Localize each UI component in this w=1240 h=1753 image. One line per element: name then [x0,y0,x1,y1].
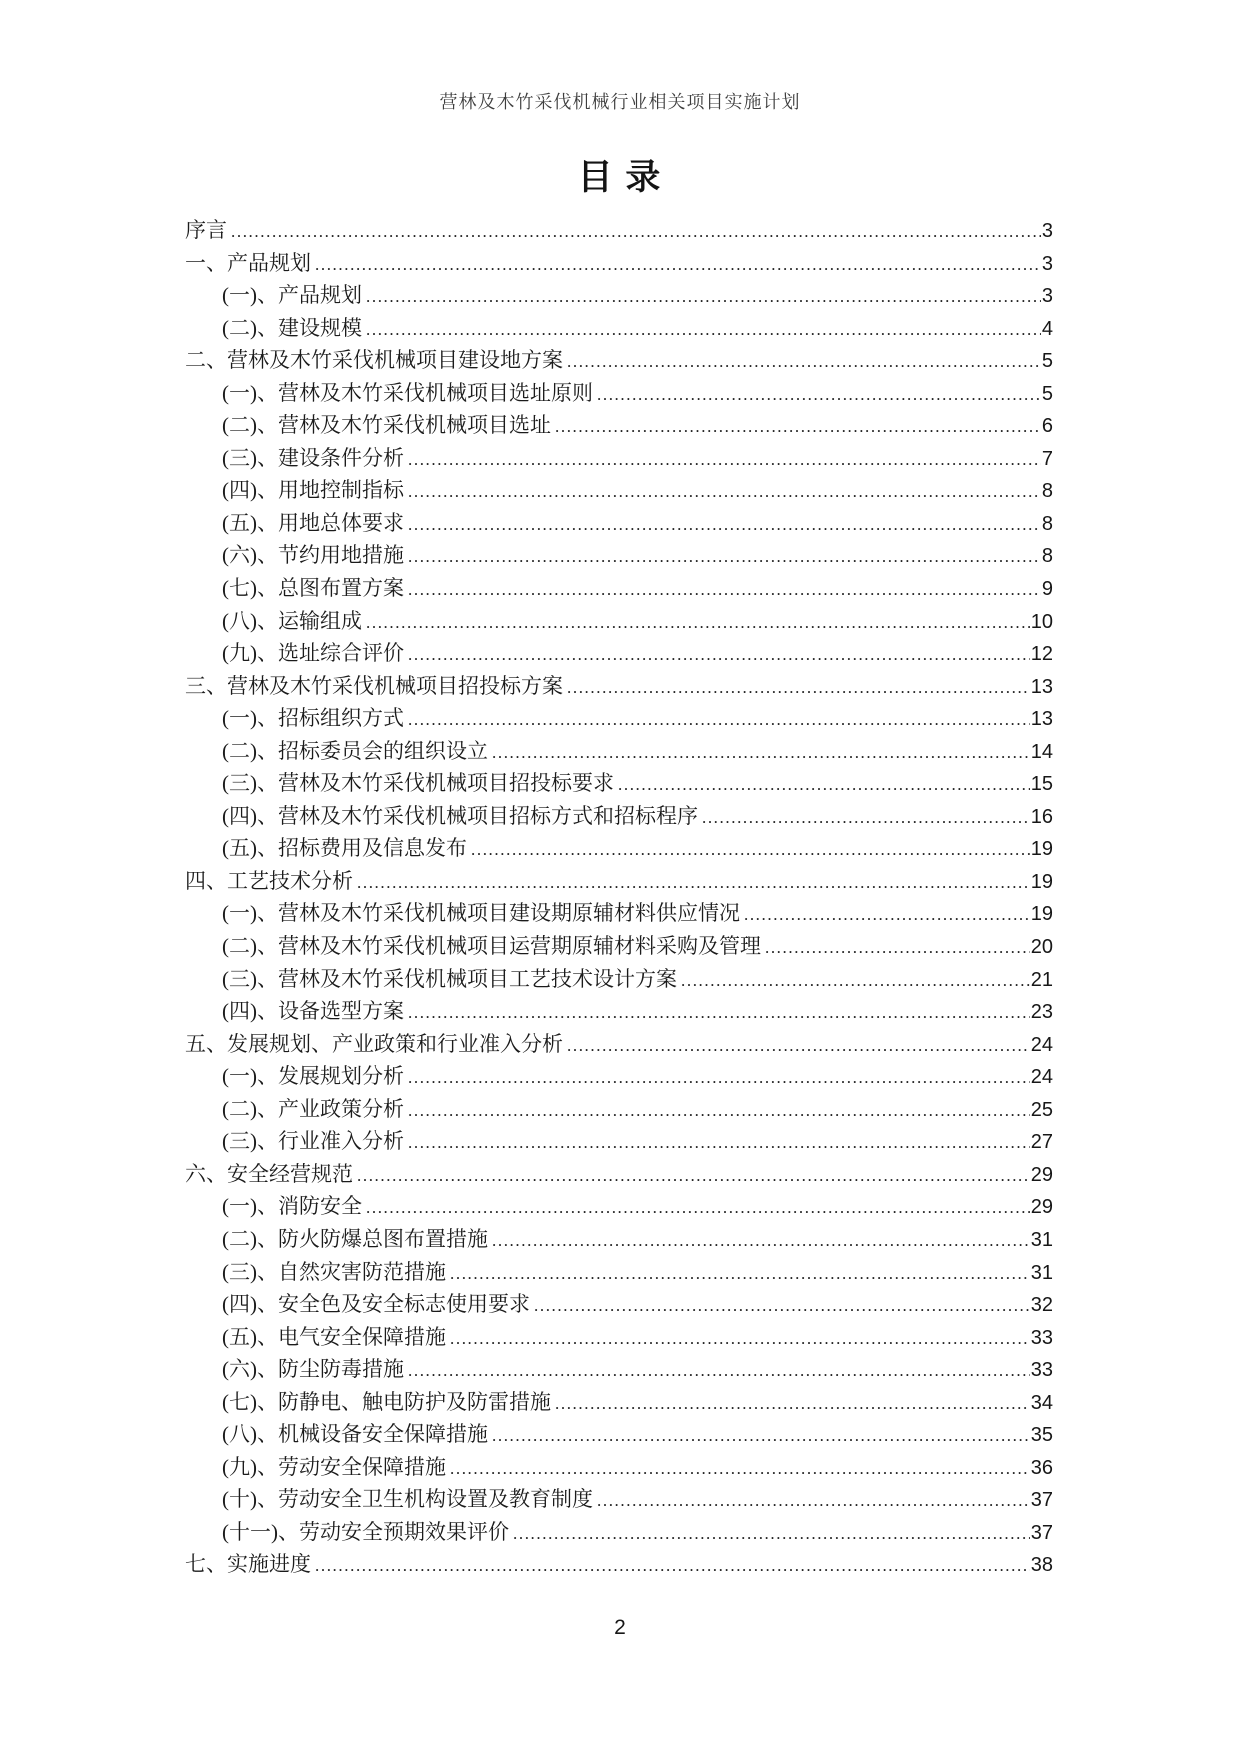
toc-entry-label: (八)、运输组成 [222,608,362,633]
dot-leader [492,1420,1030,1453]
toc-entry-page: 27 [1030,1131,1053,1154]
toc-entry-page: 19 [1030,870,1053,893]
toc-entry-label: 一、产品规划 [185,250,311,275]
dot-leader [366,607,1030,640]
toc-entry-page: 32 [1030,1294,1053,1317]
toc-entry-page: 24 [1030,1033,1053,1056]
dot-leader [408,704,1030,737]
dot-leader [408,1062,1030,1095]
toc-entry-page: 20 [1030,936,1053,959]
toc-entry-31[interactable] [185,1190,1053,1223]
dot-leader [366,1192,1030,1225]
toc-entry-label: (十一)、劳动安全预期效果评价 [222,1519,509,1544]
toc-entry-label: (二)、防火防爆总图布置措施 [222,1226,488,1251]
toc-entry-page: 7 [1041,447,1053,470]
toc-entry-page: 29 [1030,1163,1053,1186]
dot-leader [408,639,1030,672]
toc-entry-label: (九)、劳动安全保障措施 [222,1454,446,1479]
toc-entry-label: (二)、招标委员会的组织设立 [222,738,488,763]
toc-entry-label: (四)、营林及木竹采伐机械项目招标方式和招标程序 [222,803,698,828]
dot-leader [408,1127,1030,1160]
dot-leader [744,899,1030,932]
toc-entry-20[interactable] [185,832,1053,865]
toc-entry-page: 35 [1030,1424,1053,1447]
dot-leader [408,997,1030,1030]
toc-entry-label: (八)、机械设备安全保障措施 [222,1422,488,1447]
toc-entry-27[interactable] [185,1060,1053,1093]
toc-entry-2[interactable] [185,247,1053,280]
dot-leader [597,379,1041,412]
toc-entry-label: (十)、劳动安全卫生机构设置及教育制度 [222,1487,593,1512]
toc-entry-42[interactable] [185,1548,1053,1581]
dot-leader [408,444,1041,477]
toc-entry-label: (三)、建设条件分析 [222,445,404,470]
dot-leader [567,346,1041,379]
toc-entry-40[interactable] [185,1483,1053,1516]
toc-entry-8[interactable] [185,442,1053,475]
toc-entry-page: 38 [1030,1554,1053,1577]
dot-leader [366,281,1041,314]
toc-entry-label: (五)、用地总体要求 [222,510,404,535]
toc-entry-page: 31 [1030,1228,1053,1251]
toc-entry-page: 37 [1030,1521,1053,1544]
dot-leader [231,216,1041,249]
dot-leader [450,1258,1030,1291]
toc-entry-label: (三)、自然灾害防范措施 [222,1259,446,1284]
dot-leader [567,672,1030,705]
dot-leader [555,1388,1030,1421]
dot-leader [681,965,1030,998]
toc-entry-9[interactable] [185,474,1053,507]
dot-leader [408,574,1041,607]
toc-entry-page: 14 [1030,740,1053,763]
toc-entry-page: 12 [1030,643,1053,666]
toc-entry-label: (三)、营林及木竹采伐机械项目招投标要求 [222,771,614,796]
toc-entry-28[interactable] [185,1093,1053,1126]
toc-entry-page: 29 [1030,1196,1053,1219]
toc-entry-13[interactable] [185,605,1053,638]
toc-entry-page: 3 [1041,220,1053,242]
toc-title: 目 录 [577,158,663,197]
toc-entry-22[interactable] [185,897,1053,930]
toc-entry-5[interactable] [185,344,1053,377]
toc-entry-26[interactable] [185,1028,1053,1061]
dot-leader [492,1225,1030,1258]
toc-entry-12[interactable] [185,572,1053,605]
toc-entry-page: 23 [1030,1001,1053,1024]
toc-entry-6[interactable] [185,377,1053,410]
toc-entry-label: (四)、用地控制指标 [222,478,404,503]
toc-entry-label: (五)、招标费用及信息发布 [222,836,467,861]
toc-entry-page: 3 [1041,252,1053,275]
toc-entry-24[interactable] [185,963,1053,996]
toc-entry-29[interactable] [185,1125,1053,1158]
toc-entry-label: (一)、营林及木竹采伐机械项目建设期原辅材料供应情况 [222,901,740,926]
toc-entry-17[interactable] [185,735,1053,768]
dot-leader [513,1518,1030,1551]
dot-leader [492,737,1030,770]
toc-entry-page: 37 [1030,1489,1053,1512]
toc-entry-23[interactable] [185,930,1053,963]
toc-entry-label: 七、实施进度 [185,1552,311,1577]
dot-leader [408,541,1041,574]
toc-entry-page: 8 [1041,512,1053,535]
dot-leader [408,509,1041,542]
dot-leader [315,249,1041,282]
dot-leader [366,314,1041,347]
toc-entry-label: (三)、行业准入分析 [222,1129,404,1154]
toc-entry-label: 三、营林及木竹采伐机械项目招投标方案 [185,673,563,698]
dot-leader [357,867,1030,900]
toc-entry-label: (二)、营林及木竹采伐机械项目选址 [222,413,551,438]
document-header: 营林及木竹采伐机械行业相关项目实施计划 [439,92,801,112]
toc-entry-label: (二)、营林及木竹采伐机械项目运营期原辅材料采购及管理 [222,934,761,959]
toc-entry-page: 34 [1030,1391,1053,1414]
dot-leader [618,769,1030,802]
toc-entry-label: (一)、产品规划 [222,283,362,308]
toc-entry-page: 33 [1030,1326,1053,1349]
toc-entry-label: (五)、电气安全保障措施 [222,1324,446,1349]
toc-entry-label: (九)、选址综合评价 [222,641,404,666]
toc-entry-page: 10 [1030,610,1053,633]
toc-entry-label: (六)、节约用地措施 [222,543,404,568]
toc-entry-label: 二、营林及木竹采伐机械项目建设地方案 [185,348,563,373]
toc-entry-41[interactable] [185,1516,1053,1549]
toc-entry-page: 6 [1041,415,1053,438]
toc-entry-25[interactable] [185,995,1053,1028]
dot-leader [408,1095,1030,1128]
toc-entry-page: 8 [1041,545,1053,568]
toc-entry-label: (七)、防静电、触电防护及防雷措施 [222,1389,551,1414]
toc-entry-label: 五、发展规划、产业政策和行业准入分析 [185,1031,563,1056]
toc-entry-page: 25 [1030,1098,1053,1121]
page-number: 2 [614,1616,626,1639]
toc-entry-label: (二)、建设规模 [222,315,362,340]
toc-entry-37[interactable] [185,1386,1053,1419]
toc-entry-page: 5 [1041,382,1053,405]
toc-entry-page: 24 [1030,1066,1053,1089]
dot-leader [357,1160,1030,1193]
toc-entry-page: 33 [1030,1359,1053,1382]
dot-leader [555,411,1041,444]
toc-entry-3[interactable] [185,279,1053,312]
toc-entry-label: (六)、防尘防毒措施 [222,1357,404,1382]
toc-list [185,214,1053,1581]
toc-entry-label: (三)、营林及木竹采伐机械项目工艺技术设计方案 [222,966,677,991]
toc-entry-label: (一)、消防安全 [222,1194,362,1219]
dot-leader [471,834,1030,867]
toc-entry-page: 13 [1030,708,1053,731]
dot-leader [702,802,1030,835]
toc-entry-page: 19 [1030,903,1053,926]
toc-entry-16[interactable] [185,702,1053,735]
toc-entry-label: (七)、总图布置方案 [222,576,404,601]
toc-entry-label: 六、安全经营规范 [185,1161,353,1186]
toc-entry-page: 36 [1030,1456,1053,1479]
toc-entry-18[interactable] [185,767,1053,800]
toc-entry-14[interactable] [185,637,1053,670]
toc-entry-page: 3 [1041,285,1053,308]
dot-leader [315,1550,1030,1583]
toc-entry-1[interactable] [185,214,1053,247]
toc-entry-page: 31 [1030,1261,1053,1284]
toc-entry-39[interactable] [185,1451,1053,1484]
toc-entry-33[interactable] [185,1256,1053,1289]
toc-entry-34[interactable] [185,1288,1053,1321]
toc-entry-label: 四、工艺技术分析 [185,868,353,893]
dot-leader [567,1030,1030,1063]
dot-leader [450,1453,1030,1486]
toc-entry-page: 19 [1030,838,1053,861]
toc-entry-10[interactable] [185,507,1053,540]
toc-entry-label: (一)、营林及木竹采伐机械项目选址原则 [222,380,593,405]
toc-entry-32[interactable] [185,1223,1053,1256]
dot-leader [408,476,1041,509]
toc-entry-21[interactable] [185,865,1053,898]
toc-entry-page: 5 [1041,350,1053,373]
dot-leader [534,1290,1030,1323]
toc-entry-19[interactable] [185,800,1053,833]
toc-entry-label: (一)、发展规划分析 [222,1064,404,1089]
toc-entry-page: 8 [1041,480,1053,503]
dot-leader [597,1485,1030,1518]
dot-leader [408,1355,1030,1388]
toc-entry-page: 9 [1041,578,1053,601]
toc-entry-label: (一)、招标组织方式 [222,706,404,731]
toc-entry-page: 15 [1030,773,1053,796]
toc-entry-page: 13 [1030,675,1053,698]
toc-entry-35[interactable] [185,1321,1053,1354]
toc-entry-38[interactable] [185,1418,1053,1451]
toc-entry-11[interactable] [185,539,1053,572]
toc-entry-page: 16 [1030,805,1053,828]
dot-leader [765,932,1030,965]
toc-entry-label: (二)、产业政策分析 [222,1096,404,1121]
toc-entry-page: 21 [1030,968,1053,991]
toc-entry-label: 序言 [185,218,227,242]
toc-entry-4[interactable] [185,312,1053,345]
toc-entry-36[interactable] [185,1353,1053,1386]
toc-entry-30[interactable] [185,1158,1053,1191]
dot-leader [450,1323,1030,1356]
toc-entry-15[interactable] [185,670,1053,703]
toc-entry-label: (四)、设备选型方案 [222,999,404,1024]
toc-entry-7[interactable] [185,409,1053,442]
toc-entry-page: 4 [1041,317,1053,340]
toc-entry-label: (四)、安全色及安全标志使用要求 [222,1292,530,1317]
